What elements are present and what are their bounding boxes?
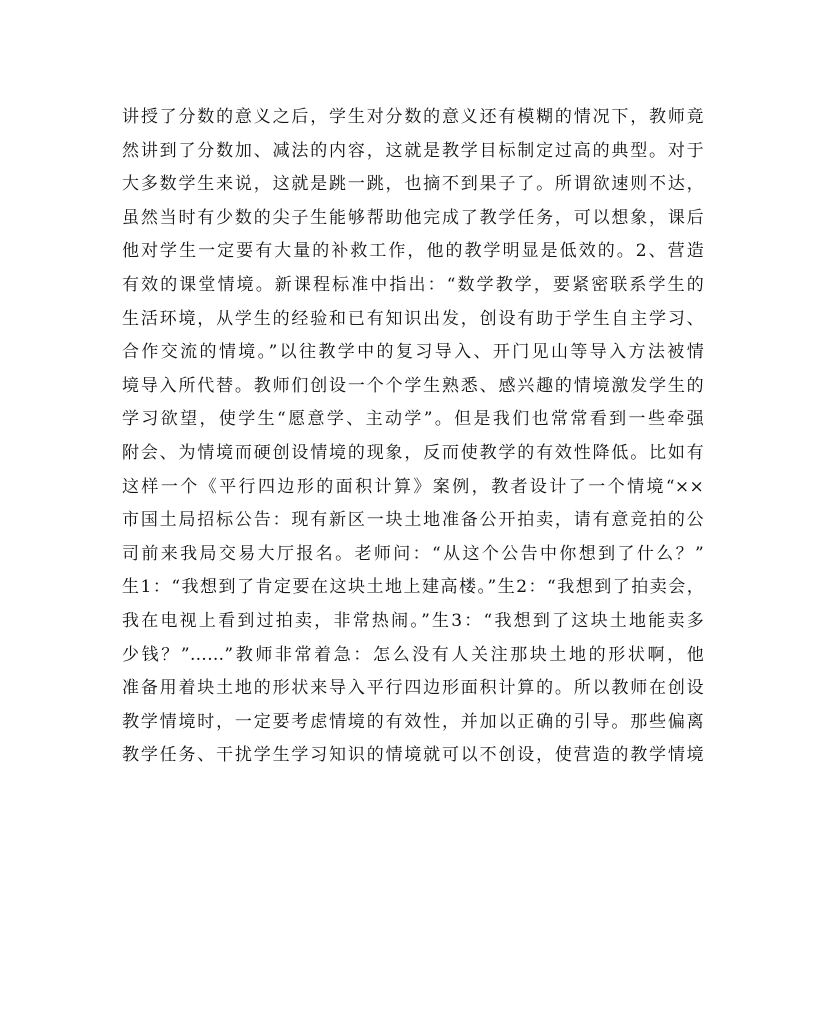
text-line: 我在电视上看到过拍卖，非常热闹。”生3：“我想到了这块土地能卖多 <box>122 610 704 631</box>
text-line: 学习欲望，使学生“愿意学、主动学”。但是我们也常常看到一些牵强 <box>122 409 704 430</box>
text-line: 生活环境，从学生的经验和已有知识出发，创设有助于学生自主学习、 <box>122 308 704 329</box>
text-line: 市国土局招标公告：现有新区一块土地准备公开拍卖，请有意竞拍的公 <box>122 510 704 531</box>
text-line: 附会、为情境而硬创设情境的现象，反而使教学的有效性降低。比如有 <box>122 442 704 463</box>
text-line: 准备用着块土地的形状来导入平行四边形面积计算的。所以教师在创设 <box>122 678 704 699</box>
text-line: 然讲到了分数加、减法的内容，这就是教学目标制定过高的典型。对于 <box>122 140 704 161</box>
text-line: 教学任务、干扰学生学习知识的情境就可以不创设，使营造的教学情境 <box>122 745 704 766</box>
text-line: 少钱？”……”教师非常着急：怎么没有人关注那块土地的形状啊，他 <box>122 644 704 665</box>
text-line: 合作交流的情境。”以往教学中的复习导入、开门见山等导入方法被情 <box>122 342 704 363</box>
text-line: 他对学生一定要有大量的补救工作，他的教学明显是低效的。2、营造 <box>122 241 704 262</box>
text-line: 讲授了分数的意义之后，学生对分数的意义还有模糊的情况下，教师竟 <box>122 107 704 127</box>
text-line: 生1：“我想到了肯定要在这块土地上建高楼。”生2：“我想到了拍卖会， <box>122 577 704 598</box>
text-line: 虽然当时有少数的尖子生能够帮助他完成了教学任务，可以想象，课后 <box>122 207 704 228</box>
text-line: 有效的课堂情境。新课程标准中指出：“数学教学，要紧密联系学生的 <box>122 274 704 295</box>
body-text <box>122 101 704 773</box>
text-line: 这样一个《平行四边形的面积计算》案例，教者设计了一个情境“×× <box>122 476 704 497</box>
text-line: 大多数学生来说，这就是跳一跳，也摘不到果子了。所谓欲速则不达， <box>122 174 704 195</box>
text-line: 境导入所代替。教师们创设一个个学生熟悉、感兴趣的情境激发学生的 <box>122 375 704 396</box>
text-line: 司前来我局交易大厅报名。老师问：“从这个公告中你想到了什么？” <box>122 543 704 564</box>
text-line: 教学情境时，一定要考虑情境的有效性，并加以正确的引导。那些偏离 <box>122 711 704 732</box>
